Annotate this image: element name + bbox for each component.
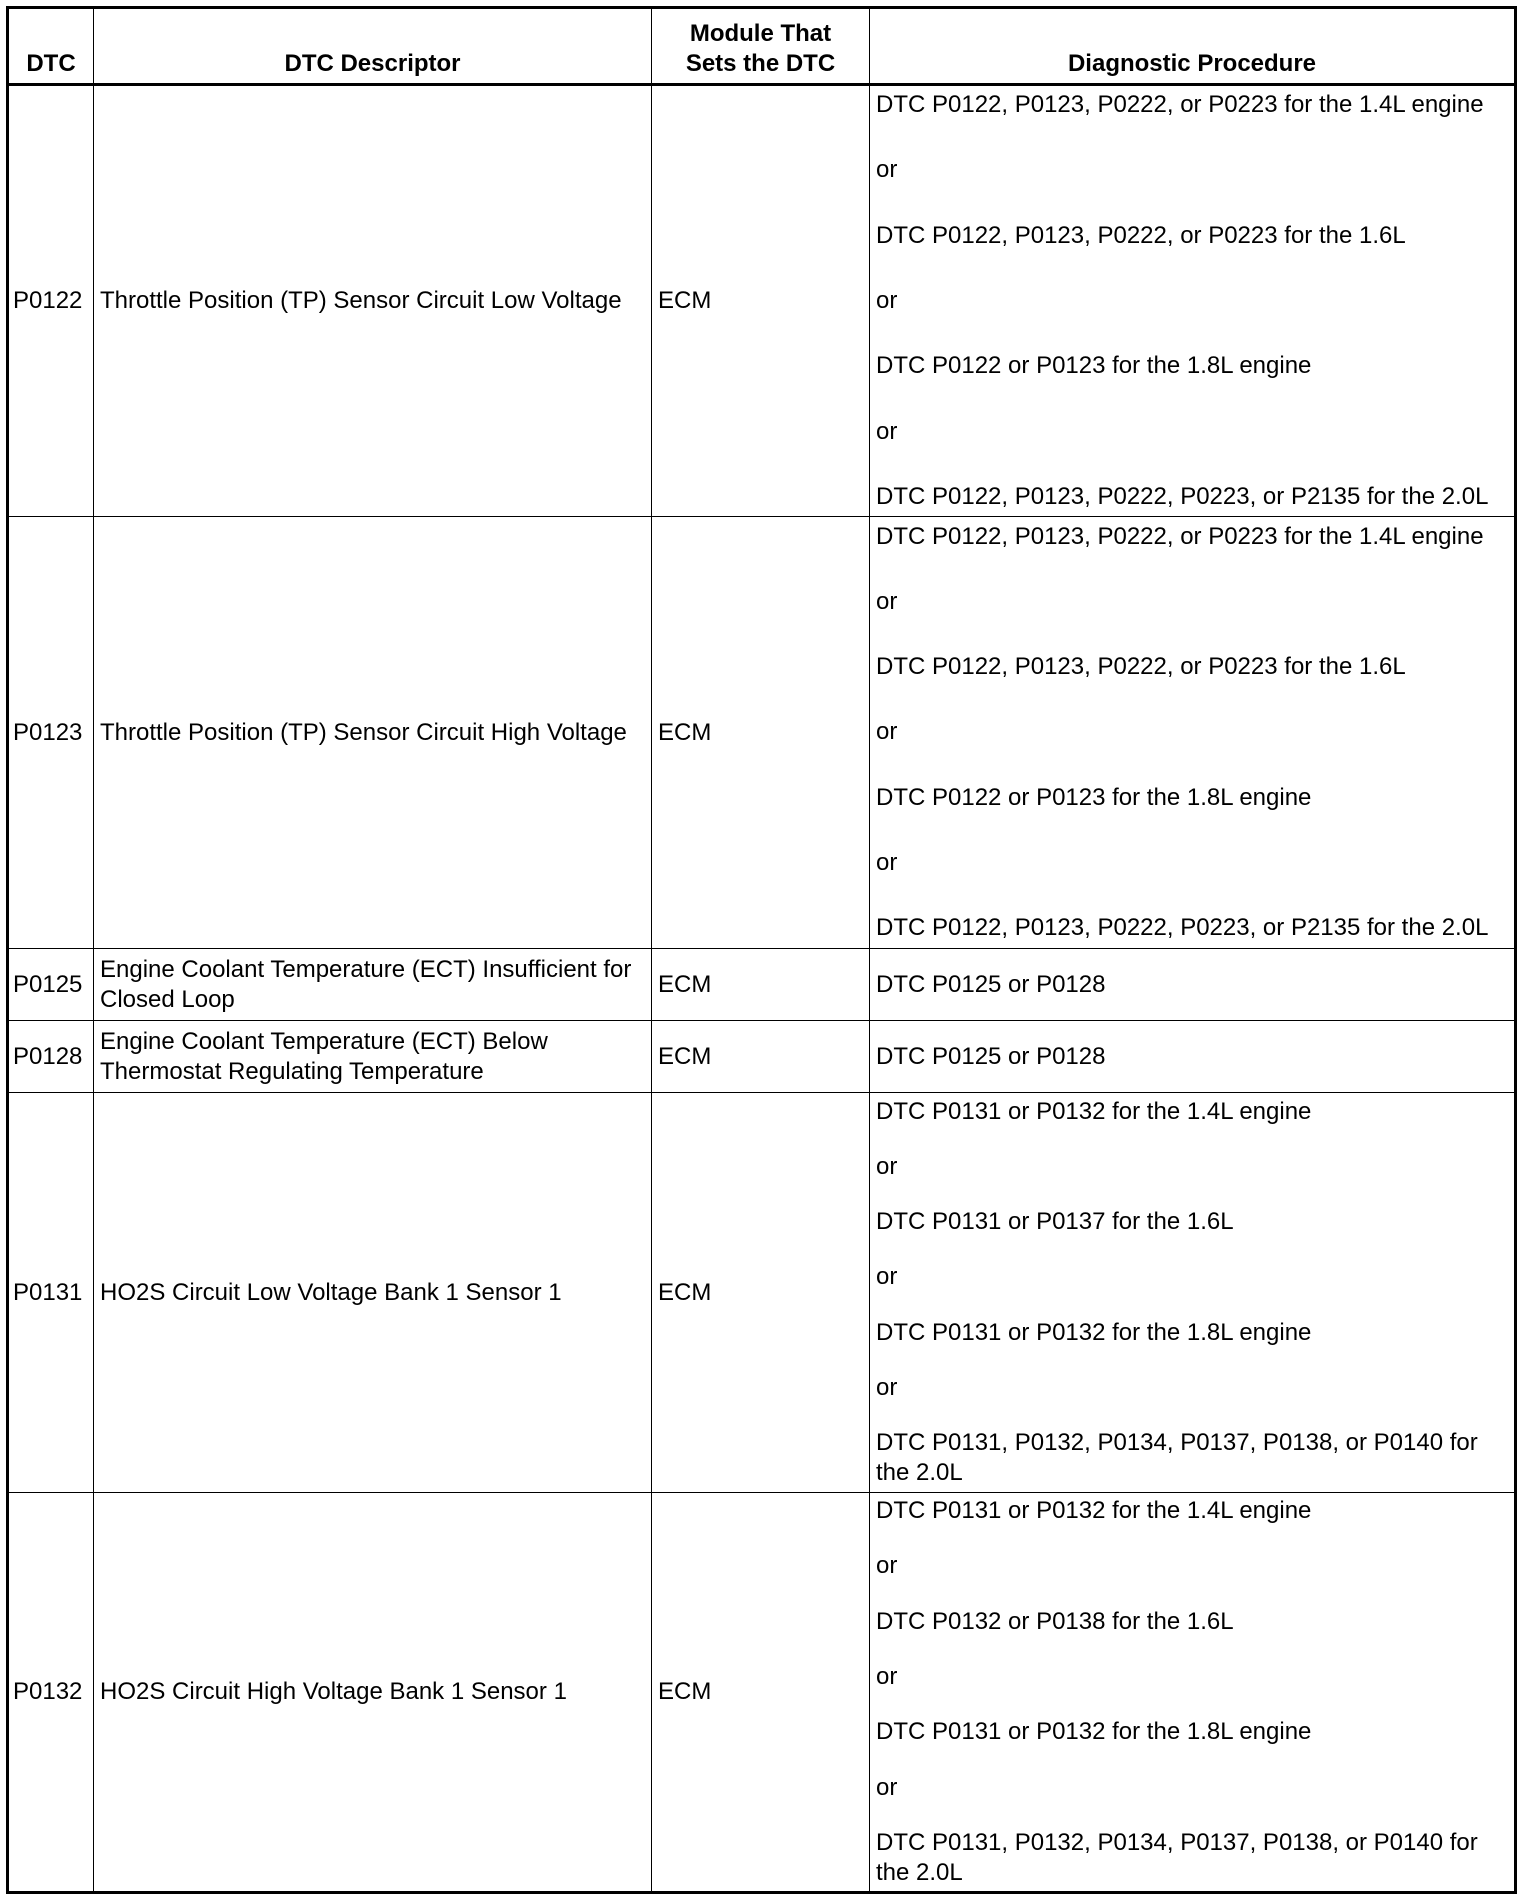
procedure-line: DTC P0122 or P0123 for the 1.8L engine	[876, 783, 1312, 811]
table-row	[8, 85, 1516, 517]
procedure-line: or	[876, 1773, 898, 1801]
procedure-line: DTC P0131 or P0132 for the 1.4L engine	[876, 1497, 1312, 1524]
table-row	[8, 517, 1516, 949]
diagnostic-procedure	[870, 1093, 1516, 1493]
dtc-code: P0122	[8, 85, 94, 517]
dtc-module: ECM	[652, 85, 870, 517]
procedure-line: or	[876, 1552, 898, 1580]
table-row	[8, 1021, 1516, 1093]
dtc-descriptor: HO2S Circuit High Voltage Bank 1 Sensor 1	[94, 1493, 652, 1893]
diagnostic-procedure	[870, 949, 1516, 1021]
procedure-line: or	[876, 156, 898, 184]
procedure-line: or	[876, 1263, 898, 1291]
dtc-code: P0132	[8, 1493, 94, 1893]
dtc-descriptor: Engine Coolant Temperature (ECT) Insufficient for Closed Loop	[94, 949, 652, 1021]
table-row	[8, 949, 1516, 1021]
dtc-module: ECM	[652, 949, 870, 1021]
procedure-line: or	[876, 1374, 898, 1402]
header-module: Module That Sets the DTC	[652, 8, 870, 85]
diagnostic-procedure	[870, 85, 1516, 517]
header-descriptor: DTC Descriptor	[94, 8, 652, 85]
dtc-descriptor: Throttle Position (TP) Sensor Circuit High Voltage	[94, 517, 652, 949]
procedure-line: DTC P0122 or P0123 for the 1.8L engine	[876, 352, 1312, 380]
diagnostic-procedure	[870, 1493, 1516, 1893]
dtc-table	[6, 6, 1517, 1894]
dtc-descriptor: Throttle Position (TP) Sensor Circuit Low Voltage	[94, 85, 652, 517]
procedure-line: DTC P0131 or P0137 for the 1.6L	[876, 1208, 1234, 1236]
procedure-line: DTC P0131, P0132, P0134, P0137, P0138, or P0140 for the 2.0L	[876, 1828, 1478, 1886]
dtc-code: P0123	[8, 517, 94, 949]
table-row	[8, 1493, 1516, 1893]
procedure-line: or	[876, 718, 898, 746]
dtc-module: ECM	[652, 517, 870, 949]
procedure-line: or	[876, 286, 898, 314]
procedure-line: DTC P0125 or P0128	[876, 970, 1106, 998]
procedure-line: or	[876, 1662, 898, 1690]
table-row	[8, 1093, 1516, 1493]
procedure-line: DTC P0122, P0123, P0222, or P0223 for the 1.4L engine	[876, 522, 1484, 550]
procedure-line: DTC P0131 or P0132 for the 1.8L engine	[876, 1318, 1312, 1346]
procedure-line: DTC P0122, P0123, P0222, P0223, or P2135 for the 2.0L	[876, 482, 1489, 510]
procedure-line: DTC P0131 or P0132 for the 1.4L engine	[876, 1097, 1312, 1125]
procedure-line: DTC P0122, P0123, P0222, or P0223 for the 1.6L	[876, 653, 1406, 681]
procedure-line: DTC P0131 or P0132 for the 1.8L engine	[876, 1718, 1312, 1746]
dtc-descriptor: HO2S Circuit Low Voltage Bank 1 Sensor 1	[94, 1093, 652, 1493]
dtc-code: P0131	[8, 1093, 94, 1493]
dtc-module: ECM	[652, 1093, 870, 1493]
dtc-descriptor: Engine Coolant Temperature (ECT) Below Thermostat Regulating Temperature	[94, 1021, 652, 1093]
procedure-line: or	[876, 849, 898, 877]
procedure-line: or	[876, 587, 898, 615]
header-dtc: DTC	[8, 8, 94, 85]
header-row	[8, 8, 1516, 85]
dtc-code: P0125	[8, 949, 94, 1021]
header-procedure: Diagnostic Procedure	[870, 8, 1516, 85]
procedure-line: DTC P0131, P0132, P0134, P0137, P0138, or P0140 for the 2.0L	[876, 1429, 1478, 1487]
procedure-line: or	[876, 417, 898, 445]
procedure-line: DTC P0122, P0123, P0222, P0223, or P2135 for the 2.0L	[876, 914, 1489, 942]
procedure-line: DTC P0122, P0123, P0222, or P0223 for the 1.6L	[876, 221, 1406, 249]
procedure-line: DTC P0125 or P0128	[876, 1042, 1106, 1070]
dtc-module: ECM	[652, 1021, 870, 1093]
procedure-line: DTC P0132 or P0138 for the 1.6L	[876, 1607, 1234, 1635]
diagnostic-procedure	[870, 1021, 1516, 1093]
procedure-line: DTC P0122, P0123, P0222, or P0223 for the 1.4L engine	[876, 91, 1484, 118]
diagnostic-procedure	[870, 517, 1516, 949]
procedure-line: or	[876, 1152, 898, 1180]
dtc-module: ECM	[652, 1493, 870, 1893]
dtc-code: P0128	[8, 1021, 94, 1093]
